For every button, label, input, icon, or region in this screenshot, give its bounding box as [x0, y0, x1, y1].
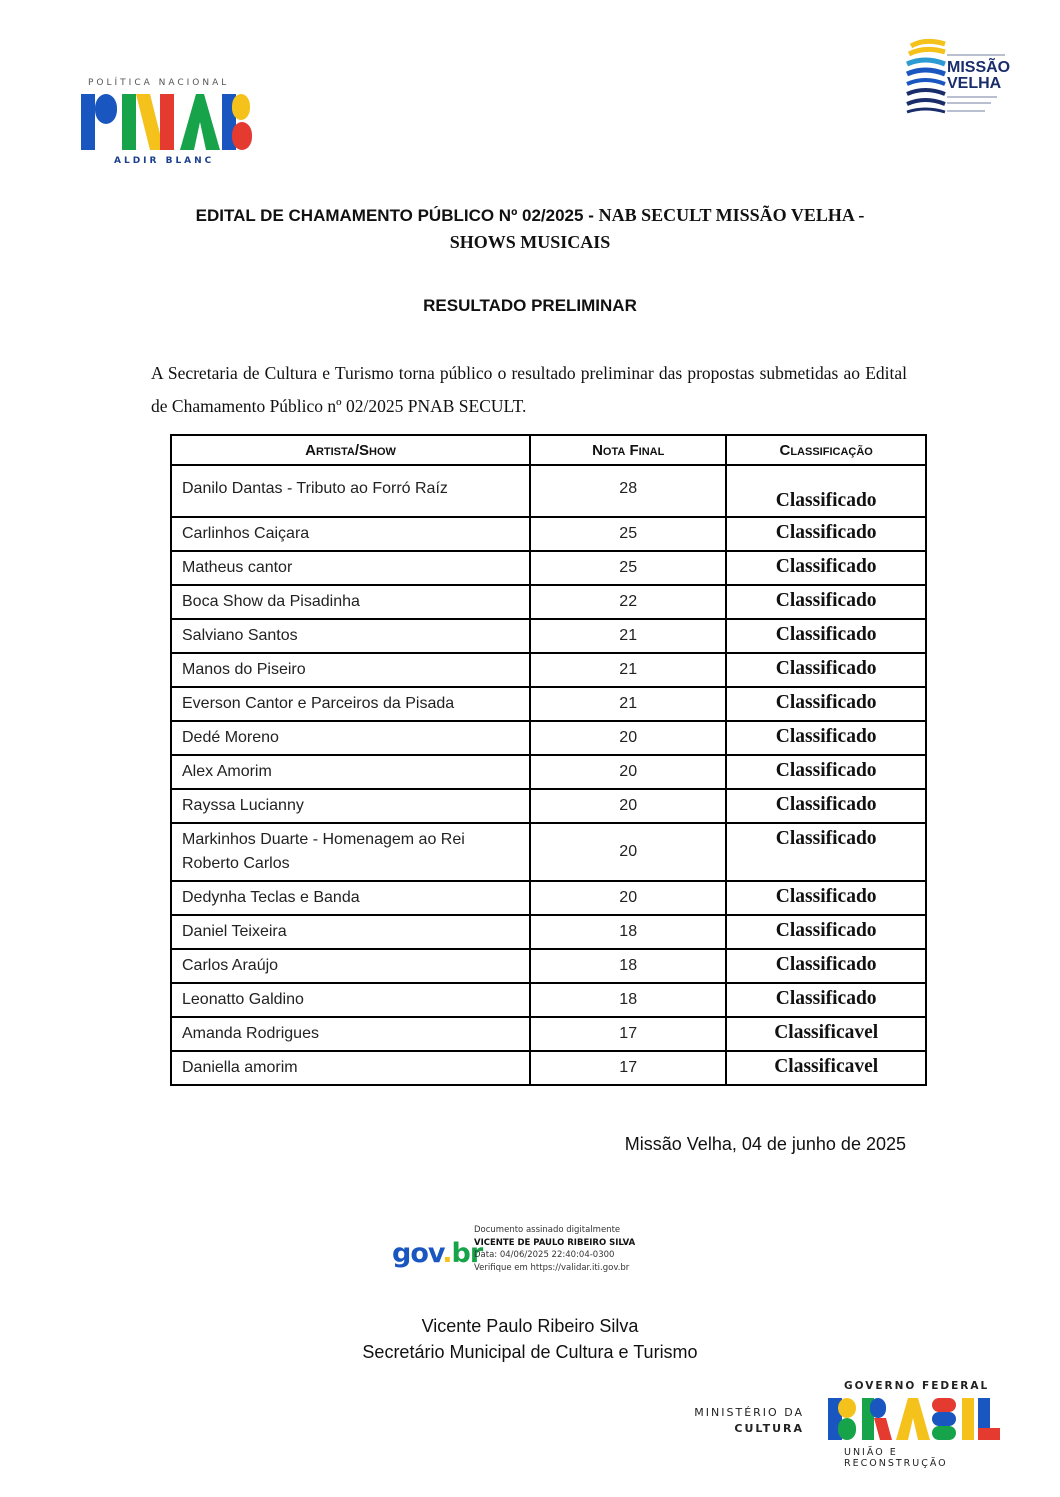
document-title-part2: NAB SECULT MISSÃO VELHA -: [598, 205, 865, 225]
table-row: [171, 755, 926, 789]
ministerio-line1: MINISTÉRIO DA: [694, 1406, 804, 1419]
column-header-score: Nota Final: [530, 435, 726, 465]
column-header-artist: Artista/Show: [171, 435, 530, 465]
governo-federal-logo: [826, 1380, 1006, 1469]
missao-velha-waves-icon: [905, 38, 947, 118]
classification-cell: Classificado: [726, 551, 926, 585]
table-header-row: [171, 435, 926, 465]
score-cell: 22: [530, 585, 726, 619]
score-cell: 18: [530, 983, 726, 1017]
score-cell: 18: [530, 949, 726, 983]
classification-cell: Classificado: [726, 949, 926, 983]
document-title: [0, 205, 1060, 226]
artist-cell: Leonatto Galdino: [171, 983, 530, 1017]
artist-cell: Dedé Moreno: [171, 721, 530, 755]
missao-velha-logo-line: [947, 96, 997, 98]
score-cell: 28: [530, 465, 726, 517]
column-header-classification: Classificação: [726, 435, 926, 465]
table-row: [171, 823, 926, 881]
pnab-logo-mark: [80, 92, 252, 154]
missao-velha-logo-line1: MISSÃO: [947, 59, 1011, 76]
digital-signature-stamp: [392, 1222, 672, 1284]
table-row: [171, 881, 926, 915]
govbr-logo-dot: .: [442, 1238, 452, 1269]
artist-cell: Manos do Piseiro: [171, 653, 530, 687]
score-cell: 20: [530, 881, 726, 915]
artist-cell: Carlinhos Caiçara: [171, 517, 530, 551]
classification-cell: Classificado: [726, 983, 926, 1017]
document-title-line2: SHOWS MUSICAIS: [449, 232, 611, 252]
missao-velha-logo-line: [947, 110, 985, 112]
score-cell: 20: [530, 823, 726, 881]
govbr-logo-br: br: [451, 1238, 483, 1269]
artist-cell: Alex Amorim: [171, 755, 530, 789]
classification-cell: Classificavel: [726, 1051, 926, 1085]
artist-cell: Carlos Araújo: [171, 949, 530, 983]
score-cell: 20: [530, 755, 726, 789]
classification-cell: Classificado: [726, 517, 926, 551]
brasil-logo-mark: [828, 1396, 1004, 1444]
governo-federal-text: GOVERNO FEDERAL: [844, 1380, 990, 1392]
document-title-part1: EDITAL DE CHAMAMENTO PÚBLICO Nº 02/2025 -: [195, 206, 599, 225]
table-row: [171, 551, 926, 585]
uniao-e-reconstrucao-text: UNIÃO E RECONSTRUÇÃO: [844, 1447, 948, 1469]
score-cell: 21: [530, 653, 726, 687]
artist-cell: Boca Show da Pisadinha: [171, 585, 530, 619]
signature-stamp-verify: Verifique em https://validar.iti.gov.br: [474, 1262, 630, 1273]
table-row: [171, 687, 926, 721]
missao-velha-logo-line: [947, 54, 1005, 56]
pnab-logo-top-text: POLÍTICA NACIONAL: [88, 78, 230, 88]
artist-cell: Daniel Teixeira: [171, 915, 530, 949]
artist-cell: Amanda Rodrigues: [171, 1017, 530, 1051]
classification-cell: Classificado: [726, 755, 926, 789]
score-cell: 18: [530, 915, 726, 949]
score-cell: 20: [530, 789, 726, 823]
classification-cell: Classificado: [726, 881, 926, 915]
pnab-logo: [80, 78, 252, 168]
classification-cell: Classificado: [726, 653, 926, 687]
missao-velha-logo: [905, 38, 1020, 120]
table-row: [171, 1051, 926, 1085]
table-row: [171, 517, 926, 551]
classification-cell: Classificado: [726, 687, 926, 721]
table-row: [171, 585, 926, 619]
ministerio-da-cultura-label: [688, 1405, 804, 1437]
signature-stamp-text: [474, 1224, 635, 1274]
artist-cell: Daniella amorim: [171, 1051, 530, 1085]
table-row: [171, 983, 926, 1017]
signature-stamp-date: Data: 04/06/2025 22:40:04-0300: [474, 1250, 615, 1260]
classification-cell: Classificado: [726, 619, 926, 653]
artist-cell: Rayssa Lucianny: [171, 789, 530, 823]
table-row: [171, 619, 926, 653]
ministerio-line2: CULTURA: [734, 1422, 804, 1435]
signer-role: Secretário Municipal de Cultura e Turismo: [362, 1342, 698, 1362]
score-cell: 20: [530, 721, 726, 755]
document-subtitle: RESULTADO PRELIMINAR: [423, 296, 637, 315]
artist-cell: Everson Cantor e Parceiros da Pisada: [171, 687, 530, 721]
classification-cell: Classificado: [726, 465, 926, 517]
pnab-logo-bottom-text: ALDIR BLANC: [114, 156, 215, 166]
table-row: [171, 1017, 926, 1051]
score-cell: 25: [530, 517, 726, 551]
date-line: Missão Velha, 04 de junho de 2025: [624, 1134, 906, 1154]
score-cell: 17: [530, 1017, 726, 1051]
table-row: [171, 721, 926, 755]
table-row: [171, 915, 926, 949]
classification-cell: Classificado: [726, 721, 926, 755]
classification-cell: Classificado: [726, 789, 926, 823]
score-cell: 21: [530, 687, 726, 721]
govbr-logo-gov: gov: [392, 1238, 443, 1269]
score-cell: 25: [530, 551, 726, 585]
table-row: [171, 653, 926, 687]
signer-name: Vicente Paulo Ribeiro Silva: [421, 1316, 639, 1336]
artist-cell: Markinhos Duarte - Homenagem ao Rei Roberto Carlos: [171, 823, 530, 881]
missao-velha-logo-line: [947, 102, 991, 104]
classification-cell: Classificavel: [726, 1017, 926, 1051]
signature-stamp-line1: Documento assinado digitalmente: [474, 1225, 621, 1235]
missao-velha-logo-line2: VELHA: [947, 75, 1002, 92]
artist-cell: Salviano Santos: [171, 619, 530, 653]
signature-stamp-signer: VICENTE DE PAULO RIBEIRO SILVA: [474, 1237, 636, 1248]
score-cell: 17: [530, 1051, 726, 1085]
classification-cell: Classificado: [726, 823, 926, 881]
intro-paragraph: A Secretaria de Cultura e Turismo torna público o resultado preliminar das propostas submetidas ao Edital de Chamamento Público nº 02/2025 PNAB SECULT.: [151, 363, 907, 416]
classification-cell: Classificado: [726, 585, 926, 619]
score-cell: 21: [530, 619, 726, 653]
results-table: [170, 434, 927, 1086]
table-row: [171, 949, 926, 983]
classification-cell: Classificado: [726, 915, 926, 949]
artist-cell: Danilo Dantas - Tributo ao Forró Raíz: [171, 465, 530, 517]
table-row: [171, 465, 926, 517]
artist-cell: Dedynha Teclas e Banda: [171, 881, 530, 915]
table-row: [171, 789, 926, 823]
govbr-logo: [392, 1238, 482, 1269]
artist-cell: Matheus cantor: [171, 551, 530, 585]
results-table-body: [171, 465, 926, 1085]
